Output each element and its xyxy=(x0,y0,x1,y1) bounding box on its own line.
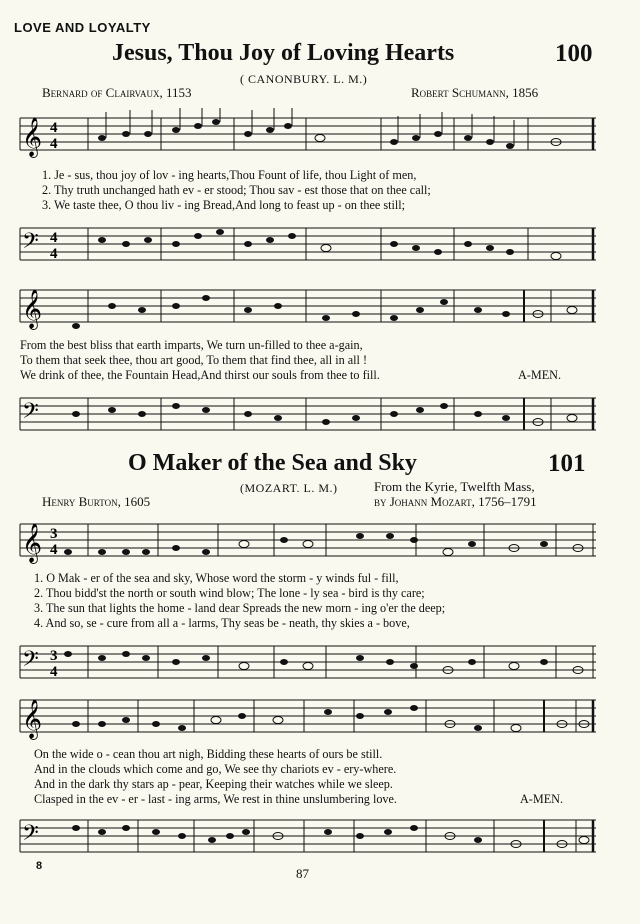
hymn-101-tune: (MOZART. L. M.) xyxy=(240,481,338,495)
hymn-100-words-credit: Bernard of Clairvaux, 1153 xyxy=(42,85,192,100)
hymn-100-verse-2-line-1: 2. Thy truth unchanged hath ev - er stood; Thou sav - est those that on thee call; xyxy=(42,183,431,197)
svg-text:𝄞: 𝄞 xyxy=(22,523,43,563)
hymn-100-bass-staff-2 xyxy=(16,384,596,440)
svg-text:4: 4 xyxy=(50,136,58,152)
svg-text:4: 4 xyxy=(50,664,58,680)
hymn-100-treble-staff-1 xyxy=(16,106,596,164)
svg-text:𝄞: 𝄞 xyxy=(22,289,43,329)
svg-text:𝄞: 𝄞 xyxy=(22,117,43,157)
svg-text:4: 4 xyxy=(50,120,58,136)
hymn-101-verse-4-line-1: 4. And so, se - cure from all a - larms, Thy seas be - neath, thy skies a - bove, xyxy=(34,616,410,630)
svg-text:3: 3 xyxy=(50,526,58,542)
hymn-101-number: 101 xyxy=(548,450,586,477)
svg-text:4: 4 xyxy=(50,542,58,558)
hymn-101-treble-staff-1 xyxy=(16,512,596,570)
svg-text:𝄞: 𝄞 xyxy=(22,699,43,739)
svg-text:𝄢: 𝄢 xyxy=(22,647,39,677)
svg-text:𝄢: 𝄢 xyxy=(22,821,39,851)
hymn-101-verse-2-line-2: And in the clouds which come and go, We see thy chariots ev - ery-where. xyxy=(34,762,397,776)
svg-text:𝄢: 𝄢 xyxy=(22,399,39,429)
hymn-100-tune: ( CANONBURY. L. M.) xyxy=(240,72,368,86)
hymn-101-verse-1-line-1: 1. O Mak - er of the sea and sky, Whose word the storm - y winds ful - fill, xyxy=(34,571,399,585)
page-number: 87 xyxy=(296,866,309,881)
hymn-101-verse-3-line-1: 3. The sun that lights the home - land dear Spreads the new morn - ing o'er the deep; xyxy=(34,601,446,615)
hymn-101-source-line-1: From the Kyrie, Twelfth Mass, xyxy=(374,479,535,494)
hymn-100-amen: A-MEN. xyxy=(518,368,561,382)
svg-text:4: 4 xyxy=(50,246,58,262)
hymn-100-title: Jesus, Thou Joy of Loving Hearts xyxy=(112,40,455,66)
hymn-101-treble-staff-2 xyxy=(16,688,596,746)
hymn-100-verse-1-line-1: 1. Je - sus, thou joy of lov - ing hearts,Thou Fount of life, thou Light of men, xyxy=(42,168,417,182)
hymn-101-amen: A-MEN. xyxy=(520,792,563,806)
hymn-101-verse-1-line-2: On the wide o - cean thou art nigh, Bidding these hearts of ours be still. xyxy=(34,747,383,761)
hymn-100-verse-3-line-2: We drink of thee, the Fountain Head,And thirst our souls from thee to fill. xyxy=(20,368,380,382)
hymn-101-verse-4-line-2: Clasped in the ev - er - last - ing arms, We rest in thine unslumbering love. xyxy=(34,792,397,806)
hymn-100-verse-1-line-2: From the best bliss that earth imparts, We turn un-filled to thee a-gain, xyxy=(20,338,363,352)
hymn-101-verse-2-line-1: 2. Thou bidd'st the north or south wind blow; The lone - ly sea - bird is thy care; xyxy=(34,586,425,600)
hymn-100-bass-staff-1 xyxy=(16,214,596,270)
footer-signature-mark: 8 xyxy=(36,860,43,872)
hymn-100-music-credit: Robert Schumann, 1856 xyxy=(411,85,539,100)
section-heading: LOVE AND LOYALTY xyxy=(14,20,151,35)
hymn-100-treble-staff-2 xyxy=(16,278,596,336)
svg-text:4: 4 xyxy=(50,230,58,246)
hymn-101-bass-staff-2 xyxy=(16,806,596,862)
hymn-101-title: O Maker of the Sea and Sky xyxy=(128,450,417,476)
hymn-100-verse-2-line-2: To them that seek thee, thou art good, To them that find thee, all in all ! xyxy=(20,353,368,367)
hymn-100-number: 100 xyxy=(555,40,593,67)
hymn-101-verse-3-line-2: And in the dark thy stars ap - pear, Keeping their watches while we sleep. xyxy=(34,777,393,791)
svg-text:𝄢: 𝄢 xyxy=(22,229,39,259)
hymn-101-source-line-2: by Johann Mozart, 1756–1791 xyxy=(374,494,537,509)
svg-text:3: 3 xyxy=(50,648,58,664)
hymn-101-bass-staff-1 xyxy=(16,632,596,688)
hymn-100-verse-3-line-1: 3. We taste thee, O thou liv - ing Bread,And long to feast up - on thee still; xyxy=(42,198,405,212)
hymn-101-words-credit: Henry Burton, 1605 xyxy=(42,494,151,509)
